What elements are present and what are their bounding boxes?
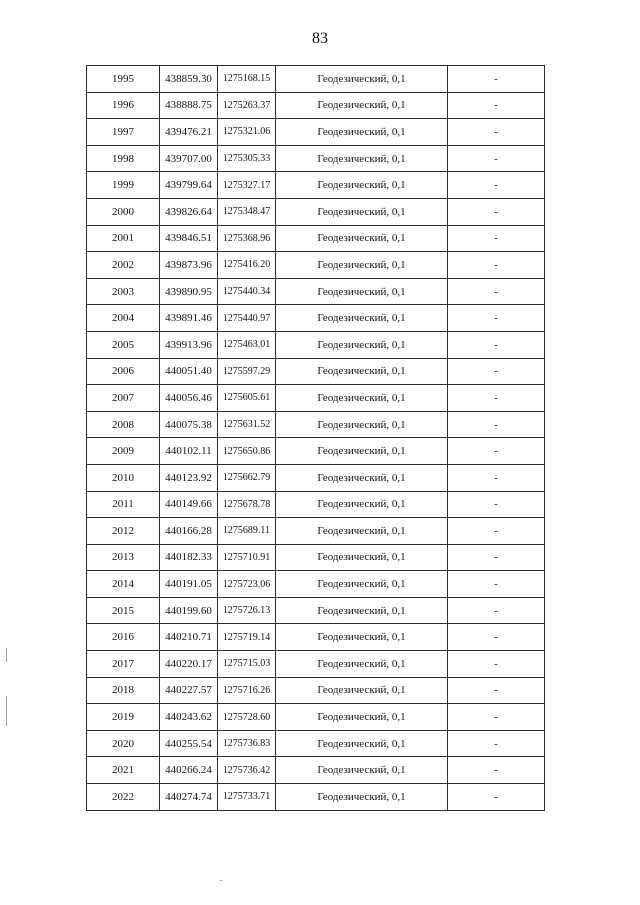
cell-coord-x: 440182.33: [160, 544, 218, 571]
cell-coord-y: 1275726.13: [218, 597, 276, 624]
cell-coord-y: 1275597.29: [218, 358, 276, 385]
cell-description: -: [448, 385, 545, 412]
cell-method-accuracy: Геодезический, 0,1: [276, 225, 448, 252]
cell-coord-y: 1275723.06: [218, 571, 276, 598]
cell-point-number: 1995: [87, 66, 160, 93]
cell-coord-y: 1275650.86: [218, 438, 276, 465]
cell-coord-y: 1275305.33: [218, 145, 276, 172]
table-row: [87, 145, 545, 172]
table-row: [87, 172, 545, 199]
table-row: [87, 491, 545, 518]
table-row: [87, 252, 545, 279]
cell-coord-x: 440166.28: [160, 518, 218, 545]
cell-coord-x: 440056.46: [160, 385, 218, 412]
cell-description: -: [448, 491, 545, 518]
cell-point-number: 2001: [87, 225, 160, 252]
cell-coord-y: 1275321.06: [218, 119, 276, 146]
cell-method-accuracy: Геодезический, 0,1: [276, 597, 448, 624]
cell-coord-y: 1275368.96: [218, 225, 276, 252]
cell-coord-x: 440255.54: [160, 730, 218, 757]
cell-coord-y: 1275736.42: [218, 757, 276, 784]
cell-coord-x: 439873.96: [160, 252, 218, 279]
cell-coord-x: 440220.17: [160, 651, 218, 678]
cell-description: -: [448, 252, 545, 279]
cell-coord-y: 1275715.03: [218, 651, 276, 678]
cell-coord-x: 439890.95: [160, 278, 218, 305]
cell-description: -: [448, 544, 545, 571]
table-row: [87, 225, 545, 252]
cell-coord-y: 1275662.79: [218, 464, 276, 491]
cell-method-accuracy: Геодезический, 0,1: [276, 92, 448, 119]
cell-coord-x: 440243.62: [160, 704, 218, 731]
table-row: [87, 92, 545, 119]
cell-point-number: 2002: [87, 252, 160, 279]
table-row: [87, 385, 545, 412]
cell-coord-y: 1275631.52: [218, 411, 276, 438]
cell-point-number: 2009: [87, 438, 160, 465]
cell-coord-y: 1275689.11: [218, 518, 276, 545]
cell-coord-x: 440266.24: [160, 757, 218, 784]
table-row: [87, 331, 545, 358]
cell-point-number: 2007: [87, 385, 160, 412]
cell-method-accuracy: Геодезический, 0,1: [276, 252, 448, 279]
cell-point-number: 2018: [87, 677, 160, 704]
page-number: 83: [312, 30, 328, 47]
cell-point-number: 1999: [87, 172, 160, 199]
table-row: [87, 119, 545, 146]
coordinates-table: [86, 65, 545, 811]
cell-method-accuracy: Геодезический, 0,1: [276, 757, 448, 784]
cell-coord-x: 438888.75: [160, 92, 218, 119]
cell-coord-x: 440102.11: [160, 438, 218, 465]
cell-point-number: 2019: [87, 704, 160, 731]
cell-coord-x: 440274.74: [160, 784, 218, 811]
cell-description: -: [448, 198, 545, 225]
cell-method-accuracy: Геодезический, 0,1: [276, 651, 448, 678]
cell-coord-x: 438859.30: [160, 66, 218, 93]
cell-coord-x: 440075.38: [160, 411, 218, 438]
table-row: [87, 438, 545, 465]
cell-point-number: 2017: [87, 651, 160, 678]
cell-point-number: 2022: [87, 784, 160, 811]
cell-coord-x: 439846.51: [160, 225, 218, 252]
cell-method-accuracy: Геодезический, 0,1: [276, 278, 448, 305]
coordinates-table-body: [87, 66, 545, 811]
cell-coord-y: 1275327.17: [218, 172, 276, 199]
cell-coord-x: 440149.66: [160, 491, 218, 518]
cell-point-number: 2016: [87, 624, 160, 651]
cell-point-number: 1998: [87, 145, 160, 172]
cell-coord-y: 1275678.78: [218, 491, 276, 518]
cell-description: -: [448, 172, 545, 199]
cell-coord-y: 1275416.20: [218, 252, 276, 279]
cell-coord-y: 1275440.34: [218, 278, 276, 305]
table-row: [87, 464, 545, 491]
cell-method-accuracy: Геодезический, 0,1: [276, 411, 448, 438]
cell-point-number: 2000: [87, 198, 160, 225]
cell-method-accuracy: Геодезический, 0,1: [276, 358, 448, 385]
cell-description: -: [448, 331, 545, 358]
cell-point-number: 2005: [87, 331, 160, 358]
cell-coord-y: 1275736.83: [218, 730, 276, 757]
cell-point-number: 2008: [87, 411, 160, 438]
cell-point-number: 2020: [87, 730, 160, 757]
cell-coord-x: 440123.92: [160, 464, 218, 491]
table-row: [87, 757, 545, 784]
cell-method-accuracy: Геодезический, 0,1: [276, 305, 448, 332]
table-row: [87, 730, 545, 757]
cell-description: -: [448, 704, 545, 731]
cell-description: -: [448, 518, 545, 545]
cell-coord-x: 439476.21: [160, 119, 218, 146]
cell-point-number: 2021: [87, 757, 160, 784]
cell-coord-y: 1275463.01: [218, 331, 276, 358]
cell-coord-x: 440227.57: [160, 677, 218, 704]
table-row: [87, 597, 545, 624]
cell-method-accuracy: Геодезический, 0,1: [276, 438, 448, 465]
scan-artifact: [220, 880, 222, 881]
cell-coord-x: 440210.71: [160, 624, 218, 651]
cell-coord-x: 439913.96: [160, 331, 218, 358]
cell-coord-x: 439826.64: [160, 198, 218, 225]
cell-point-number: 2003: [87, 278, 160, 305]
cell-coord-x: 439707.00: [160, 145, 218, 172]
cell-method-accuracy: Геодезический, 0,1: [276, 491, 448, 518]
table-row: [87, 66, 545, 93]
cell-description: -: [448, 145, 545, 172]
table-row: [87, 518, 545, 545]
cell-method-accuracy: Геодезический, 0,1: [276, 518, 448, 545]
cell-coord-y: 1275605.61: [218, 385, 276, 412]
cell-point-number: 2012: [87, 518, 160, 545]
cell-point-number: 1997: [87, 119, 160, 146]
cell-description: -: [448, 784, 545, 811]
cell-coord-y: 1275728.60: [218, 704, 276, 731]
table-row: [87, 651, 545, 678]
cell-method-accuracy: Геодезический, 0,1: [276, 730, 448, 757]
cell-description: -: [448, 651, 545, 678]
cell-description: -: [448, 358, 545, 385]
cell-point-number: 2004: [87, 305, 160, 332]
cell-method-accuracy: Геодезический, 0,1: [276, 464, 448, 491]
cell-coord-x: 439799.64: [160, 172, 218, 199]
cell-description: -: [448, 92, 545, 119]
table-row: [87, 411, 545, 438]
cell-method-accuracy: Геодезический, 0,1: [276, 172, 448, 199]
cell-point-number: 1996: [87, 92, 160, 119]
cell-description: -: [448, 677, 545, 704]
cell-coord-y: 1275168.15: [218, 66, 276, 93]
cell-description: -: [448, 571, 545, 598]
table-row: [87, 358, 545, 385]
cell-point-number: 2011: [87, 491, 160, 518]
cell-coord-x: 440199.60: [160, 597, 218, 624]
cell-method-accuracy: Геодезический, 0,1: [276, 784, 448, 811]
cell-coord-x: 439891.46: [160, 305, 218, 332]
cell-coord-y: 1275440.97: [218, 305, 276, 332]
cell-description: -: [448, 119, 545, 146]
cell-point-number: 2014: [87, 571, 160, 598]
cell-method-accuracy: Геодезический, 0,1: [276, 119, 448, 146]
cell-description: -: [448, 757, 545, 784]
cell-description: -: [448, 278, 545, 305]
cell-coord-y: 1275710.91: [218, 544, 276, 571]
cell-coord-y: 1275348.47: [218, 198, 276, 225]
cell-description: -: [448, 438, 545, 465]
cell-method-accuracy: Геодезический, 0,1: [276, 704, 448, 731]
cell-description: -: [448, 730, 545, 757]
table-row: [87, 305, 545, 332]
cell-point-number: 2013: [87, 544, 160, 571]
cell-coord-y: 1275716.26: [218, 677, 276, 704]
cell-point-number: 2006: [87, 358, 160, 385]
table-row: [87, 784, 545, 811]
cell-method-accuracy: Геодезический, 0,1: [276, 66, 448, 93]
cell-method-accuracy: Геодезический, 0,1: [276, 624, 448, 651]
cell-method-accuracy: Геодезический, 0,1: [276, 677, 448, 704]
cell-description: -: [448, 305, 545, 332]
table-row: [87, 704, 545, 731]
cell-coord-y: 1275263.37: [218, 92, 276, 119]
scan-artifact: [6, 696, 7, 726]
cell-method-accuracy: Геодезический, 0,1: [276, 145, 448, 172]
cell-method-accuracy: Геодезический, 0,1: [276, 571, 448, 598]
cell-coord-x: 440051.40: [160, 358, 218, 385]
cell-coord-x: 440191.05: [160, 571, 218, 598]
table-row: [87, 278, 545, 305]
cell-method-accuracy: Геодезический, 0,1: [276, 544, 448, 571]
table-row: [87, 198, 545, 225]
cell-description: -: [448, 624, 545, 651]
cell-coord-y: 1275719.14: [218, 624, 276, 651]
table-row: [87, 544, 545, 571]
cell-description: -: [448, 464, 545, 491]
cell-description: -: [448, 66, 545, 93]
cell-method-accuracy: Геодезический, 0,1: [276, 385, 448, 412]
cell-coord-y: 1275733.71: [218, 784, 276, 811]
cell-method-accuracy: Геодезический, 0,1: [276, 198, 448, 225]
cell-method-accuracy: Геодезический, 0,1: [276, 331, 448, 358]
table-row: [87, 571, 545, 598]
cell-point-number: 2010: [87, 464, 160, 491]
cell-description: -: [448, 225, 545, 252]
cell-description: -: [448, 411, 545, 438]
table-row: [87, 677, 545, 704]
cell-point-number: 2015: [87, 597, 160, 624]
cell-description: -: [448, 597, 545, 624]
table-row: [87, 624, 545, 651]
scan-artifact: [6, 648, 7, 662]
